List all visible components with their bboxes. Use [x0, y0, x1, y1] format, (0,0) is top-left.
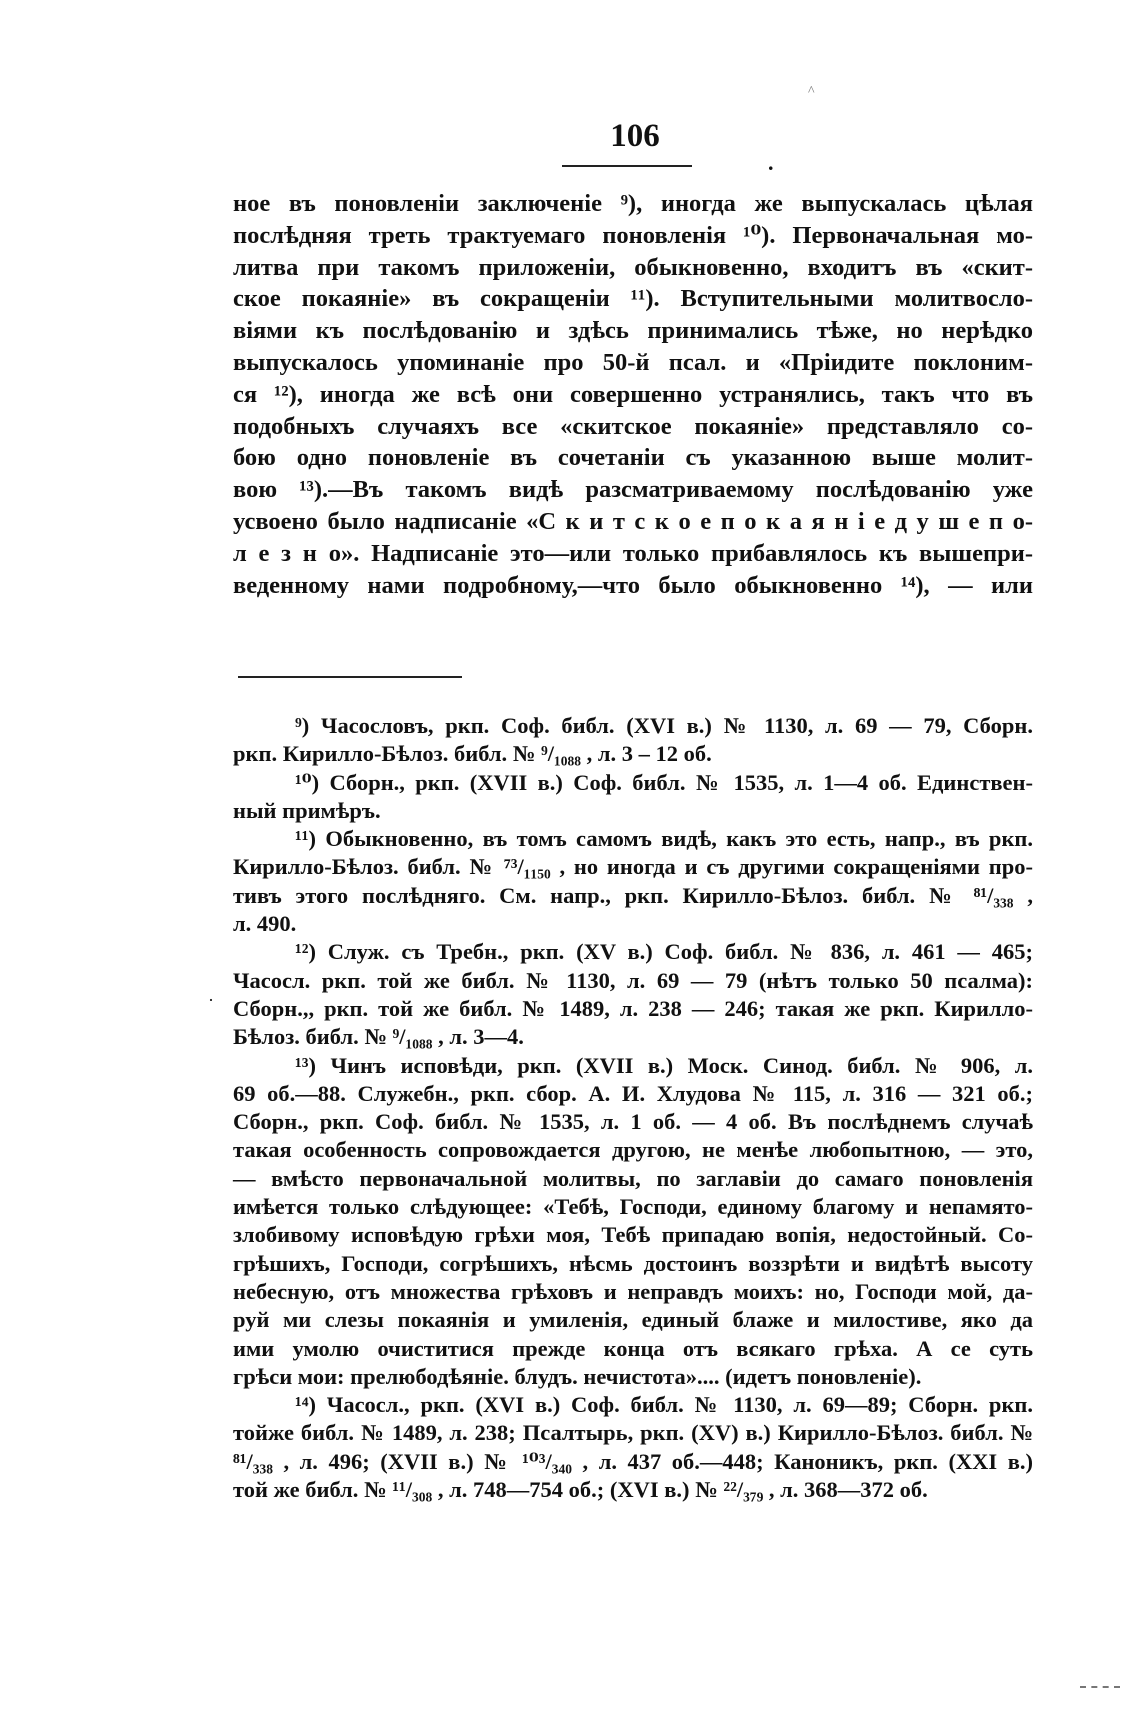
page-number: 106	[610, 118, 660, 154]
footnote-line: ¹⁴) Часосл., ркп. (XVI в.) Соф. библ. № 1130, л. 69—89; Сборн. ркп.	[295, 1392, 1033, 1418]
main-text-line: подобныхъ случаяхъ все «скитское покаяніе» представляло со-	[233, 412, 1033, 440]
footnote-line: Бѣлоз. библ. № ⁹/₁₀₈₈ , л. 3—4.	[233, 1024, 524, 1050]
footnote-line: ¹³) Чинъ исповѣди, ркп. (XVII в.) Моск. Синод. библ. № 906, л.	[295, 1052, 1033, 1078]
footnote-line: Часосл. ркп. той же библ. № 1130, л. 69 — 79 (нѣтъ только 50 псалма):	[233, 967, 1033, 993]
footnote-line: ¹²) Служ. съ Требн., ркп. (XV в.) Соф. библ. № 836, л. 461 — 465;	[295, 939, 1033, 965]
main-text-line: л е з н о». Надписаніе это—или только прибавлялось къ вышепри-	[233, 539, 1033, 567]
footnote-line: той же библ. № ¹¹/₃₀₈ , л. 748—754 об.; (XVI в.) № ²²/₃₇₉ , л. 368—372 об.	[233, 1477, 928, 1503]
main-text-line: ское покаяніе» въ сокращеніи ¹¹). Вступительными молитвосло-	[233, 285, 1033, 313]
footnote-line: ¹⁰) Сборн., ркп. (XVII в.) Соф. библ. № 1535, л. 1—4 об. Единствен-	[295, 769, 1033, 795]
footnote-line: ¹¹) Обыкновенно, въ томъ самомъ видѣ, какъ это есть, напр., въ ркп.	[295, 826, 1033, 852]
margin-mark: ·	[208, 990, 214, 1010]
corner-mark	[1080, 1686, 1120, 1688]
footnote-line: злобивому исповѣдую грѣхи моя, Тебѣ припадаю вопія, недостойный. Со-	[233, 1222, 1033, 1248]
main-text-line: ное въ поновленіи заключеніе ⁹), иногда же выпускалась цѣлая	[233, 190, 1033, 217]
footnote-line: грѣшихъ, Господи, согрѣшихъ, нѣсмь достоинъ воззрѣти и видѣтѣ высоту	[233, 1250, 1033, 1276]
footnote-line: — вмѣсто первоначальной молитвы, по заглавіи до самаго поновленія	[233, 1165, 1033, 1191]
footnote-line: имѣется только слѣдующее: «Тебѣ, Господи, единому благому и непамято-	[233, 1194, 1033, 1220]
main-text-line: выпускалось упоминаніе про 50-й псал. и «Пріидите поклоним-	[233, 348, 1033, 376]
footnote-line: ⁹) Часословъ, ркп. Соф. библ. (XVI в.) № 1130, л. 69 — 79, Сборн.	[295, 713, 1033, 738]
footnote-line: ркп. Кирилло-Бѣлоз. библ. № ⁹/₁₀₈₈ , л. 3 – 12 об.	[233, 741, 712, 767]
footnote-line: Кирилло-Бѣлоз. библ. № ⁷³/₁₁₅₀ , но иногда и съ другими сокращеніями про-	[233, 854, 1033, 880]
footnote-line: ими умолю очиститися прежде конца отъ всякаго грѣха. А се суть	[233, 1335, 1033, 1361]
footnote-line: такая особенность сопровождается другою, не менѣе любопытною, — это,	[233, 1137, 1033, 1163]
footnote-line: Сборн.,, ркп. той же библ. № 1489, л. 238 — 246; такая же ркп. Кирилло-	[233, 995, 1033, 1021]
main-text-line: вою ¹³).—Въ такомъ видѣ разсматриваемому послѣдованію уже	[233, 476, 1033, 504]
main-text-line: ся ¹²), иногда же всѣ они совершенно устранялись, такъ что въ	[233, 380, 1033, 408]
main-text	[233, 188, 1033, 601]
footnote-line: 69 об.—88. Служебн., ркп. сбор. А. И. Хлудова № 115, л. 316 — 321 об.;	[233, 1080, 1033, 1106]
footnote-line: Сборн., ркп. Соф. библ. № 1535, л. 1 об. — 4 об. Въ послѣднемъ случаѣ	[233, 1109, 1033, 1135]
footnote-line: л. 490.	[233, 911, 297, 937]
footnote-separator	[238, 676, 462, 678]
footnote-line: небесную, отъ множества грѣховъ и неправдъ моихъ: но, Господи мой, да-	[233, 1278, 1033, 1304]
main-text-line: бою одно поновленіе въ сочетаніи съ указанною выше молит-	[233, 444, 1033, 472]
main-text-line: литва при такомъ приложеніи, обыкновенно, входитъ въ «скит-	[233, 253, 1033, 281]
main-text-line: усвоено было надписаніе «С к и т с к о е п о к а я н і е д у ш е п о-	[233, 507, 1033, 535]
footnote-line: ⁸¹/₃₃₈ , л. 496; (XVII в.) № ¹⁰³/₃₄₀ , л. 437 об.—448; Каноникъ, ркп. (XXI в.)	[233, 1448, 1033, 1474]
main-text-line: віями къ послѣдованію и здѣсь принимались тѣже, но нерѣдко	[233, 317, 1033, 345]
footnote-line: грѣси мои: прелюбодѣяніе. блудъ. нечистота».... (идетъ поновленіе).	[233, 1363, 922, 1389]
top-mark: ^	[808, 84, 815, 99]
footnote-line: тивъ этого послѣдняго. См. напр., ркп. Кирилло-Бѣлоз. библ. № ⁸¹/₃₃₈ ,	[233, 882, 1033, 908]
footnote-line: руй ми слезы покаянія и умиленія, единый блаже и милостиве, яко да	[233, 1307, 1033, 1333]
header-dot: .	[768, 150, 774, 175]
footnote-line: тойже библ. № 1489, л. 238; Псалтырь, ркп. (XV) в.) Кирилло-Бѣлоз. библ. №	[233, 1420, 1033, 1446]
footnotes	[233, 712, 1033, 1504]
main-text-line: послѣдняя треть трактуемаго поновленія ¹⁰). Первоначальная мо-	[233, 221, 1033, 249]
main-text-line: веденному нами подробному,—что было обыкновенно ¹⁴), — или	[233, 571, 1033, 599]
header-rule	[562, 165, 692, 167]
footnote-line: ный примѣръ.	[233, 797, 381, 823]
